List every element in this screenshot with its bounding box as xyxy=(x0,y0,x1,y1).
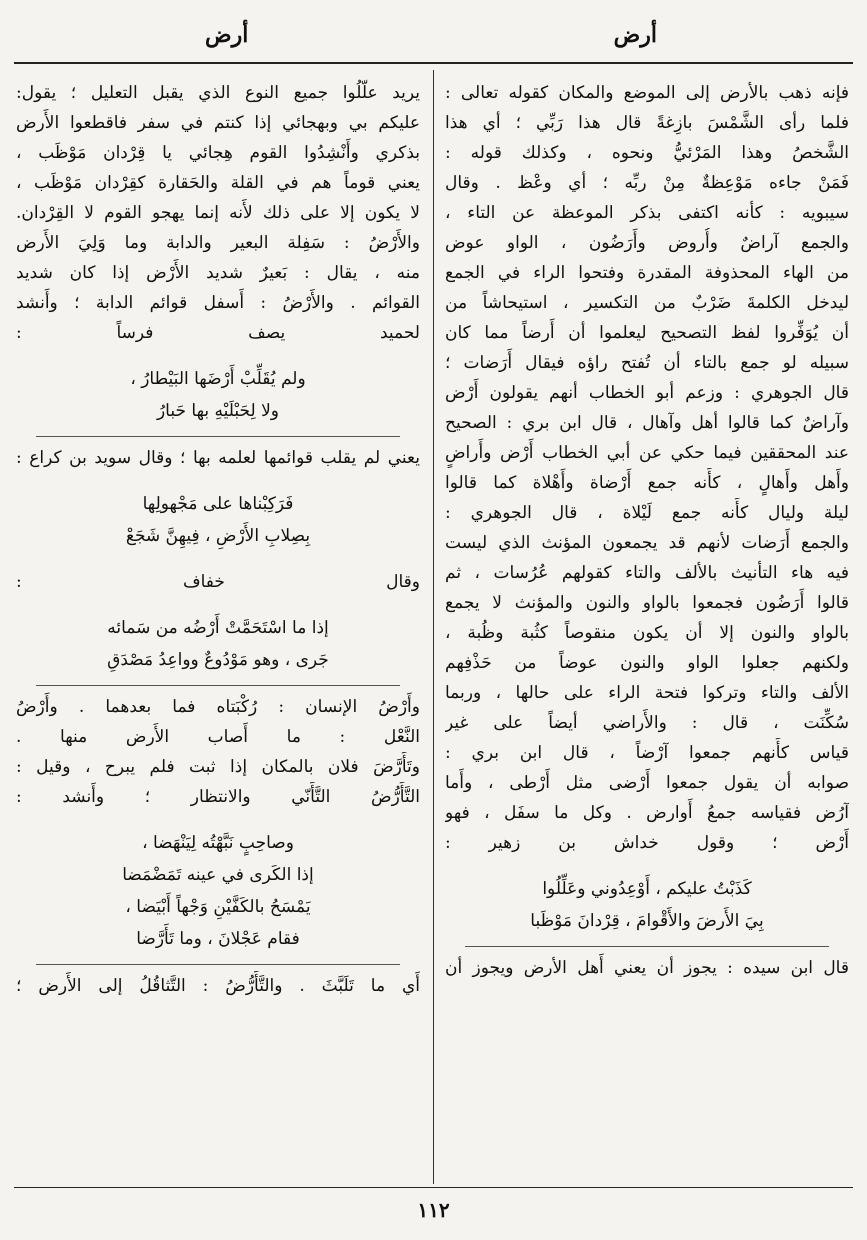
text-line: ليلة وليال كأَنه جمع لَيْلاة ، قال الجوهري : xyxy=(445,503,849,523)
text-line: أن يُوَفِّروا لفظ التصحيح ليعلموا أن أَرضاً مما كان xyxy=(445,323,849,343)
text-line: والأَرْضُ : سَفِلة البعير والدابة وما وَلِيَ الأَرض xyxy=(16,233,420,253)
text-line: فيه هاء التأنيث بالألف والتاء كقولهم عُرُسات ، ثم xyxy=(445,563,849,583)
text-line: يعني لم يقلب قوائمها لعلمه بها ؛ وقال سويد بن كراع : xyxy=(16,448,420,468)
text-line: قال الجوهري : وزعم أبو الخطاب أنهم يقولون أَرْض xyxy=(445,383,849,403)
text-line: قال ابن سيده : يجوز أن يعني أَهل الأرض ويجوز أن xyxy=(445,958,849,978)
verse-line: فقام عَجْلانَ ، وما تَأَرَّضا xyxy=(136,929,300,949)
text-line: والجمع آراضٌ وأُروض وأَرَضُون ، الواو عوض xyxy=(445,233,849,253)
text-line: فلما رأى الشَّمْسَ بازِغةً قال هذا رَبِّي ؛ أي هذا xyxy=(445,113,849,133)
left-column-verse-2 xyxy=(16,489,420,551)
verse-line: يَمْسَحُ بالكَفَّيْنِ وَجْهاً أَبْيَضا ، xyxy=(125,897,311,917)
verse-separator xyxy=(36,964,400,965)
column-divider xyxy=(433,70,434,1184)
text-line: عند المحققين فيما حكي عن أبي الخطاب أَرْض وأَراضٍ xyxy=(445,443,849,463)
text-line: قياس كأَنهم جمعوا آرْضاً ، قال ابن بري : xyxy=(445,743,849,763)
text-line: سيبويه : كأنه اكتفى بذكر الموعظة عن التاء ، xyxy=(445,203,849,223)
left-column-text-2 xyxy=(16,443,420,473)
running-header-right: أرض xyxy=(613,22,657,48)
verse-separator xyxy=(36,436,400,437)
verse-line: ولا لِحَبْلَيْهِ بها حَبارُ xyxy=(156,401,280,421)
text-line: النَّعْل : ما أَصاب الأَرض منها . xyxy=(16,727,420,747)
verse-line: فَرَكِبْناها على مَجْهولِها xyxy=(142,494,294,514)
running-header-left: أرض xyxy=(205,22,249,48)
page-number: ١١٢ xyxy=(417,1198,450,1222)
text-line: سُكِّنَت ، قال : والأَراضي أيضاً على غير xyxy=(445,713,849,733)
text-line: قالوا أَرَضُون فجمعوا بالواو والنون والمؤنث لا يجمع xyxy=(445,593,849,613)
text-line: لحميد يصف فرساً : xyxy=(16,323,420,343)
text-line: يعني قوماً هم في القلة والحَقارة كقِرْدان مَوْظَب ، xyxy=(16,173,420,193)
left-column-text-4 xyxy=(16,692,420,812)
text-line: من الهاء المحذوفة المقدرة وفتحوا الراء في الجمع xyxy=(445,263,849,283)
verse-separator xyxy=(36,685,400,686)
text-line: وتَأَرَّضَ فلان بالمكان إذا ثبت فلم يبرح ، وقيل : xyxy=(16,757,420,777)
verse-line: وصاحِبٍ نَبَّهْتُه لِيَنْهَضا ، xyxy=(142,833,294,853)
text-line: بالواو والنون إلا أن يكون منقوصاً كثُبة وظُبة ، xyxy=(445,623,849,643)
verse-line: ولم يُقَلِّبْ أَرْضَها البَيْطارُ ، xyxy=(130,369,306,389)
left-column-verse-3 xyxy=(16,613,420,675)
text-line: والجمع أَرَضات لأنهم قد يجمعون المؤنث الذي ليست xyxy=(445,533,849,553)
verse-line: بِيَ الأَرضَ والأَقْوامَ ، قِرْدانَ مَوْظَبا xyxy=(530,911,764,931)
text-line: ليدخل الكلمةَ ضَرْبٌ من التكسير ، استيحاشاً من xyxy=(445,293,849,313)
text-line: فَمَنْ جاءه مَوْعِظةٌ مِنْ ربِّه ؛ أي وعْظ . وقال xyxy=(445,173,849,193)
left-column-verse-4 xyxy=(16,828,420,954)
text-line: بذكري وأَنْشِدُوا القوم هِجائي يا قِرْدان مَوْظَب ، xyxy=(16,143,420,163)
text-line: القوائم . والأَرْضُ : أَسفل قوائم الدابة ؛ وأَنشد xyxy=(16,293,420,313)
text-line: التَّأَرُّضُ التَّأَنّي والانتظار ؛ وأَنشد : xyxy=(16,787,420,807)
text-line: صوابه أن يقول جمعوا أَرْضى مثل أَرْطى ، وأَما xyxy=(445,773,849,793)
right-column-text-end xyxy=(445,953,849,983)
text-line: فإنه ذهب بالأرض إلى الموضع والمكان كقوله تعالى : xyxy=(445,83,849,103)
verse-line: إذا الكَرى في عينه تَمَضْمَضا xyxy=(122,865,314,885)
verse-line: جَرى ، وهو مَوْدُوعٌ وواعِدُ مَصْدَقِ xyxy=(107,650,329,670)
text-line: يريد علّلُوا جميع النوع الذي يقبل التعليل ؛ يقول: xyxy=(16,83,420,103)
left-column xyxy=(16,78,420,1184)
text-line: وآراضٌ كما قالوا أهل وآهال ، قال ابن بري : الصحيح xyxy=(445,413,849,433)
right-column xyxy=(445,78,849,1184)
text-line: الألف والتاء وتركوا فتحة الراء على حالها ، وربما xyxy=(445,683,849,703)
header-rule xyxy=(14,62,853,64)
verse-line: إذا ما اسْتَحَمَّتْ أَرْضُه من سَمائه xyxy=(107,618,329,638)
text-line: أَي ما تَلَبَّثَ . والتَّأَرُّضُ : التَّثاقُلُ إلى الأَرض ؛ xyxy=(16,976,420,996)
footer-rule xyxy=(14,1187,853,1188)
text-line: أَرْض ؛ وقول خداش بن زهير : xyxy=(445,833,849,853)
left-column-verse-1 xyxy=(16,364,420,426)
text-line: وأَرْضُ الإنسان : رُكْبَتاه فما بعدهما . وأَرْضُ xyxy=(16,697,420,717)
text-line: سبيله لو جمع بالتاء أن تُفتح راؤه فيقال أَرَضات ؛ xyxy=(445,353,849,373)
verse-line: كَذَبْتُ عليكم ، أَوْعِدُوني وعَلِّلُوا xyxy=(542,879,752,899)
left-column-text-1 xyxy=(16,78,420,348)
text-line: وقال خفاف : xyxy=(16,572,420,592)
text-line: عليكم بي وبهجائي إذا كنتم في سفر فاقطعوا الأَرض xyxy=(16,113,420,133)
left-column-text-3 xyxy=(16,567,420,597)
right-column-text xyxy=(445,78,849,858)
text-line: الشَّخصُ وهذا المَرْئيُّ ونحوه ، وكذلك قوله : xyxy=(445,143,849,163)
text-line: آرُض فقياسه جمعُ أَوارض . وكل ما سفَل ، فهو xyxy=(445,803,849,823)
text-line: منه ، يقال : بَعيرٌ شديد الأَرْض إذا كان شديد xyxy=(16,263,420,283)
verse-separator xyxy=(465,946,829,947)
left-column-text-5 xyxy=(16,971,420,1001)
verse-line: بِصِلابِ الأَرْضِ ، فِيهِنَّ شَجَعْ xyxy=(125,526,311,546)
text-line: وأَهل وأَهالٍ ، كأَنه جمع أَرْضاة وأَهْلاة كما قالوا xyxy=(445,473,849,493)
right-column-verse xyxy=(445,874,849,936)
text-line: لا يكون إلا على ذلك لأَنه إنما يهجو القوم لا القِرْدان. xyxy=(16,203,420,223)
text-line: ولكنهم جعلوا الواو والنون عوضاً من حَذْفِهم xyxy=(445,653,849,673)
